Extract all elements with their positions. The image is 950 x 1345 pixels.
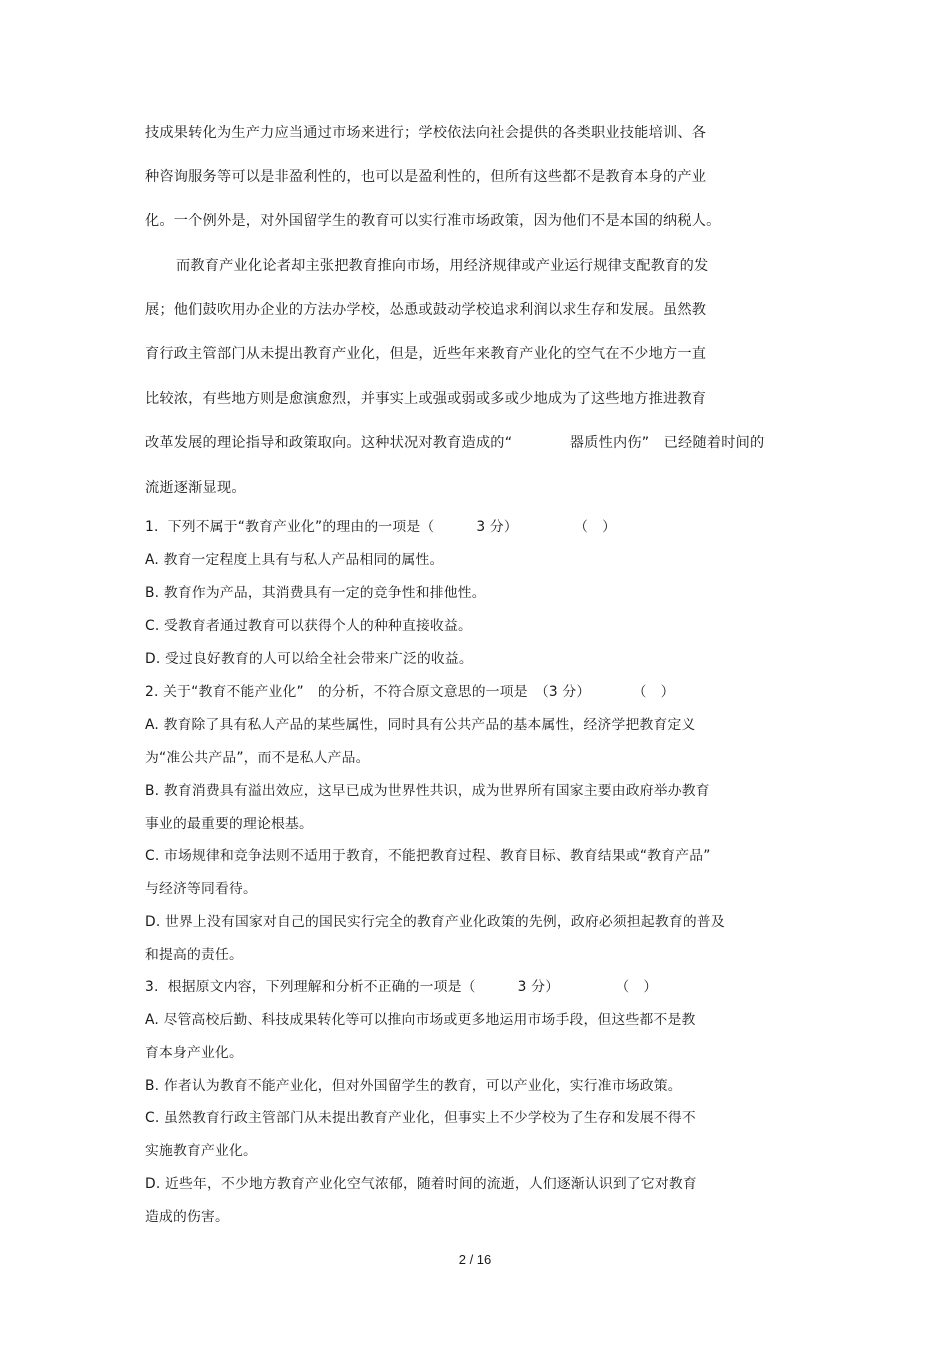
question-3-option-d-cont: 造成的伤害。 [145,1209,229,1225]
question-2-option-c-cont: 与经济等同看待。 [145,881,257,897]
passage-line: 改革发展的理论指导和政策取向。这种状况对教育造成的“ 器质性内伤” 已经随着时间的 [145,435,765,451]
passage-line: 化。一个例外是，对外国留学生的教育可以实行准市场政策，因为他们不是本国的纳税人。 [145,213,721,229]
question-2-option-d: D. 世界上没有国家对自己的国民实行完全的教育产业化政策的先例，政府必须担起教育的普及 [145,914,725,930]
question-1-option-d: D. 受过良好教育的人可以给全社会带来广泛的收益。 [145,651,473,667]
passage-line: 流逝逐渐显现。 [145,480,246,496]
question-1-option-c: C. 受教育者通过教育可以获得个人的种种直接收益。 [145,618,472,634]
question-3-option-a: A. 尽管高校后勤、科技成果转化等可以推向市场或更多地运用市场手段，但这些都不是教 [145,1012,696,1028]
passage-line: 技成果转化为生产力应当通过市场来进行；学校依法向社会提供的各类职业技能培训、各 [145,125,707,141]
question-3-option-a-cont: 育本身产业化。 [145,1045,243,1061]
question-2-option-d-cont: 和提高的责任。 [145,947,243,963]
question-2-option-b: B. 教育消费具有溢出效应，这早已成为世界性共识，成为世界所有国家主要由政府举办教育 [145,783,710,799]
question-1-option-a: A. 教育一定程度上具有与私人产品相同的属性。 [145,552,444,568]
question-2-stem: 2. 关于“教育不能产业化” 的分析，不符合原文意思的一项是 （3 分） （ ） [145,684,675,700]
question-1-stem: 1. 下列不属于“教育产业化”的理由的一项是（ 3 分） （ ） [145,519,617,535]
question-3-option-c-cont: 实施教育产业化。 [145,1143,257,1159]
question-3-option-d: D. 近些年，不少地方教育产业化空气浓郁，随着时间的流逝，人们逐渐认识到了它对教育 [145,1176,697,1192]
question-2-option-b-cont: 事业的最重要的理论根基。 [145,816,313,832]
question-3-option-b: B. 作者认为教育不能产业化，但对外国留学生的教育，可以产业化，实行准市场政策。 [145,1078,682,1094]
question-2-option-a-cont: 为“准公共产品”，而不是私人产品。 [145,750,370,766]
passage-line: 展；他们鼓吹用办企业的方法办学校，怂恿或鼓动学校追求利润以求生存和发展。虽然教 [145,302,707,318]
page-number: 2 / 16 [458,1252,492,1267]
question-3-stem: 3. 根据原文内容，下列理解和分析不正确的一项是（ 3 分） （ ） [145,979,658,995]
passage-line: 而教育产业化论者却主张把教育推向市场，用经济规律或产业运行规律支配教育的发 [176,258,709,274]
passage-line: 种咨询服务等可以是非盈利性的，也可以是盈利性的，但所有这些都不是教育本身的产业 [145,169,707,185]
passage-line: 比较浓，有些地方则是愈演愈烈，并事实上或强或弱或多或少地成为了这些地方推进教育 [145,391,707,407]
question-2-option-a: A. 教育除了具有私人产品的某些属性，同时具有公共产品的基本属性，经济学把教育定义 [145,717,696,733]
question-1-option-b: B. 教育作为产品，其消费具有一定的竞争性和排他性。 [145,585,486,601]
question-3-option-c: C. 虽然教育行政主管部门从未提出教育产业化，但事实上不少学校为了生存和发展不得不 [145,1110,696,1126]
passage-line: 育行政主管部门从未提出教育产业化，但是，近些年来教育产业化的空气在不少地方一直 [145,346,707,362]
question-2-option-c: C. 市场规律和竞争法则不适用于教育，不能把教育过程、教育目标、教育结果或“教育产品” [145,848,711,864]
